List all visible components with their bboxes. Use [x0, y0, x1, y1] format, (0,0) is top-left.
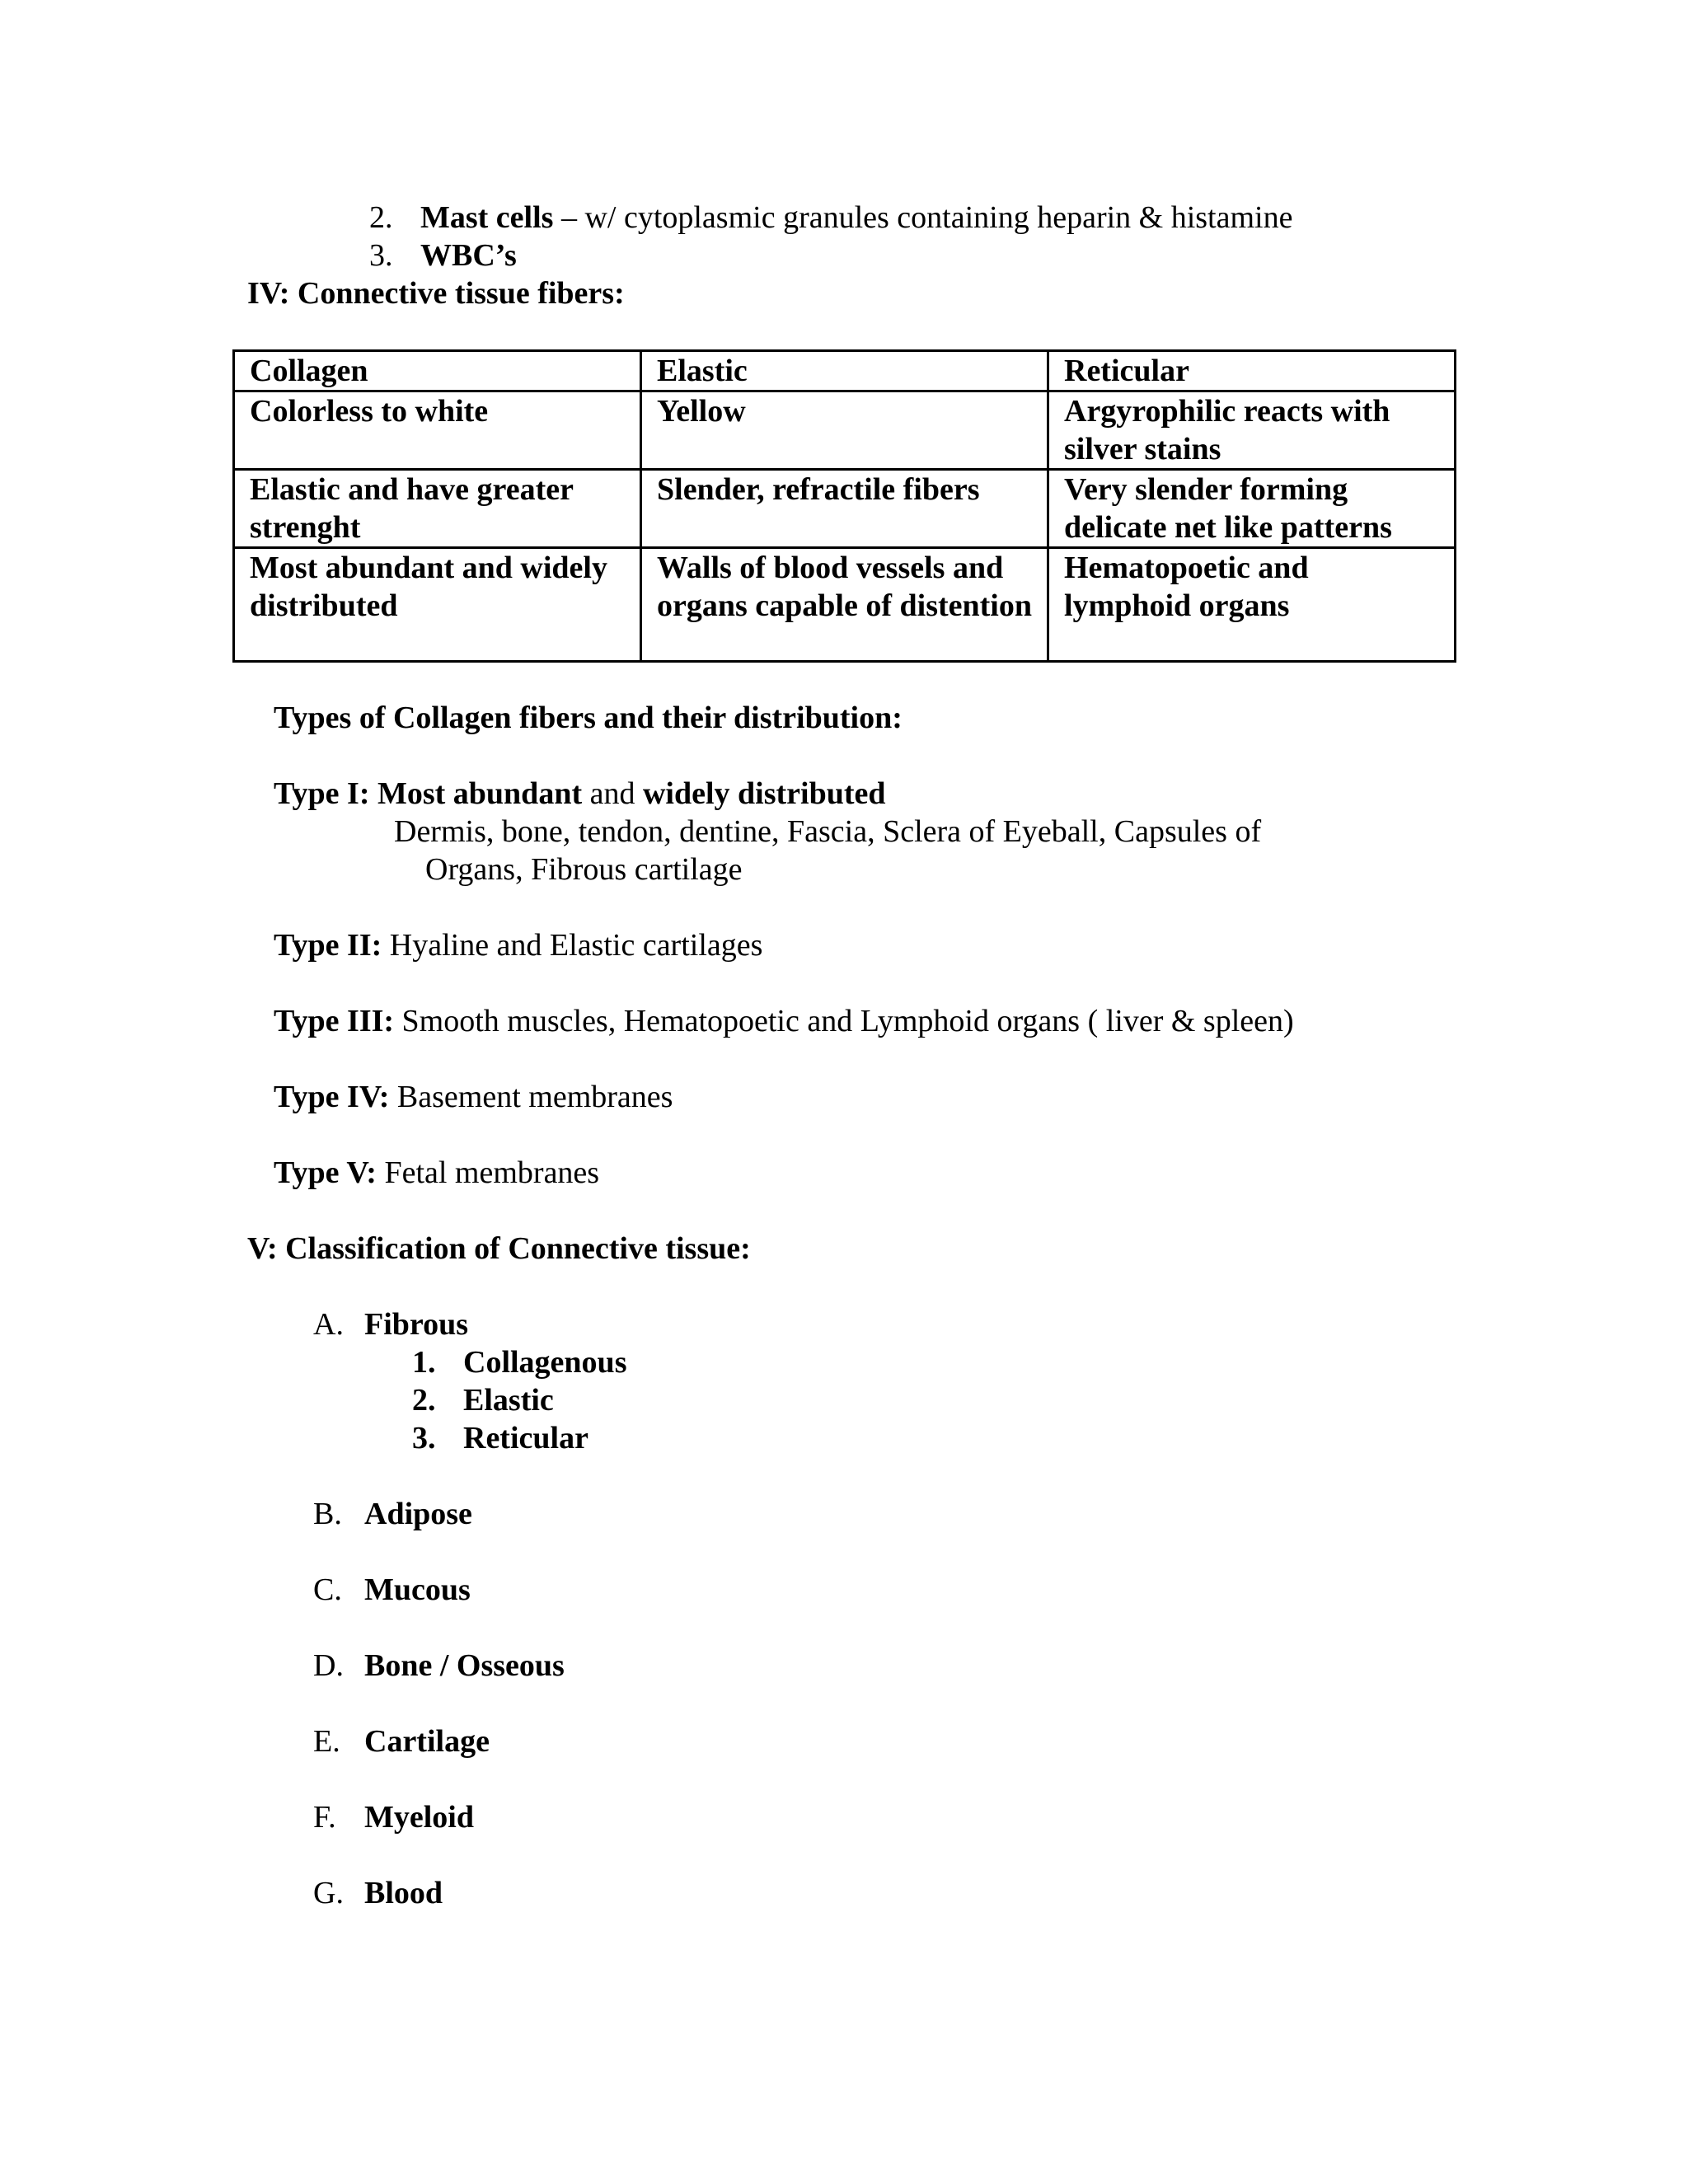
table-row [234, 548, 1456, 662]
sub-label: Collagenous [463, 1345, 627, 1380]
list-letter: E. [313, 1724, 340, 1759]
type-ii-text: Hyaline and Elastic cartilages [382, 928, 763, 963]
list-letter: C. [313, 1572, 342, 1607]
class-label: Myeloid [364, 1800, 474, 1835]
term-mast-cells: Mast cells [420, 200, 554, 235]
type-iv-text: Basement membranes [389, 1080, 673, 1114]
list-letter: G. [313, 1876, 344, 1910]
table-row [234, 470, 1456, 548]
type-i-connector: and [582, 776, 643, 811]
type-i-label: Type I: [274, 776, 370, 811]
table-cell: Most abundant and widely distributed [234, 548, 641, 662]
class-item-myeloid [313, 1798, 474, 1836]
sub-label: Reticular [463, 1421, 588, 1455]
class-item-bone [313, 1647, 565, 1685]
table-row [234, 391, 1456, 470]
list-item-mast-cells [369, 199, 1292, 237]
list-number: 3. [369, 238, 393, 273]
list-letter: A. [313, 1307, 344, 1342]
table-cell: Argyrophilic reacts with silver stains [1048, 391, 1456, 470]
type-iii-label: Type III: [274, 1004, 395, 1038]
table-row [234, 351, 1456, 391]
type-i-distribution-line-1: Dermis, bone, tendon, dentine, Fascia, Sclera of Eyeball, Capsules of [394, 814, 1262, 849]
type-v-label: Type V: [274, 1155, 377, 1190]
table-cell: Walls of blood vessels and organs capable of distention [641, 548, 1048, 662]
type-i-bold-most-abundant: Most abundant [369, 776, 583, 811]
table-cell: Very slender forming delicate net like patterns [1048, 470, 1456, 548]
sub-item-reticular [412, 1419, 588, 1457]
list-letter: F. [313, 1800, 336, 1835]
list-number: 3. [412, 1421, 436, 1455]
table-cell: Hematopoetic and lymphoid organs [1048, 548, 1456, 662]
sub-item-collagenous [412, 1343, 626, 1381]
type-v-text: Fetal membranes [376, 1155, 600, 1190]
type-ii-label: Type II: [274, 928, 382, 963]
collagen-types-heading: Types of Collagen fibers and their distribution: [274, 701, 903, 735]
table-cell: Elastic and have greater strenght [234, 470, 641, 548]
class-label: Adipose [364, 1497, 472, 1531]
type-iv-line [274, 1078, 673, 1116]
list-item-wbcs [369, 237, 517, 274]
class-item-blood [313, 1874, 443, 1912]
type-i-distribution-line-2: Organs, Fibrous cartilage [425, 852, 743, 887]
type-iii-line [274, 1002, 1294, 1040]
type-i-line [274, 775, 886, 813]
table-cell: Yellow [641, 391, 1048, 470]
type-i-bold-widely-distributed: widely distributed [642, 776, 886, 811]
sub-label: Elastic [463, 1383, 554, 1418]
table-cell: Colorless to white [234, 391, 641, 470]
term-wbcs: WBC’s [420, 238, 517, 273]
class-label: Blood [364, 1876, 443, 1910]
type-iii-text: Smooth muscles, Hematopoetic and Lymphoid organs ( liver & spleen) [394, 1004, 1294, 1038]
type-ii-line [274, 926, 762, 964]
section-iv-heading: IV: Connective tissue fibers: [247, 276, 625, 311]
section-v-heading: V: Classification of Connective tissue: [247, 1231, 751, 1266]
list-letter: D. [313, 1648, 344, 1683]
class-item-cartilage [313, 1722, 490, 1760]
table-cell: Collagen [234, 351, 641, 391]
class-label: Mucous [364, 1572, 471, 1607]
type-v-line [274, 1154, 599, 1192]
sub-item-elastic [412, 1381, 554, 1419]
list-number: 1. [412, 1345, 436, 1380]
table-cell: Elastic [641, 351, 1048, 391]
table-cell: Slender, refractile fibers [641, 470, 1048, 548]
list-letter: B. [313, 1497, 342, 1531]
list-number: 2. [369, 200, 393, 235]
type-iv-label: Type IV: [274, 1080, 390, 1114]
class-item-adipose [313, 1495, 472, 1533]
mast-cells-description: – w/ cytoplasmic granules containing heparin & histamine [553, 200, 1293, 235]
class-item-fibrous [313, 1305, 468, 1343]
class-label: Fibrous [364, 1307, 469, 1342]
class-label: Bone / Osseous [364, 1648, 565, 1683]
list-number: 2. [412, 1383, 436, 1418]
table-cell: Reticular [1048, 351, 1456, 391]
fiber-table [232, 349, 1456, 663]
class-item-mucous [313, 1571, 471, 1609]
class-label: Cartilage [364, 1724, 490, 1759]
